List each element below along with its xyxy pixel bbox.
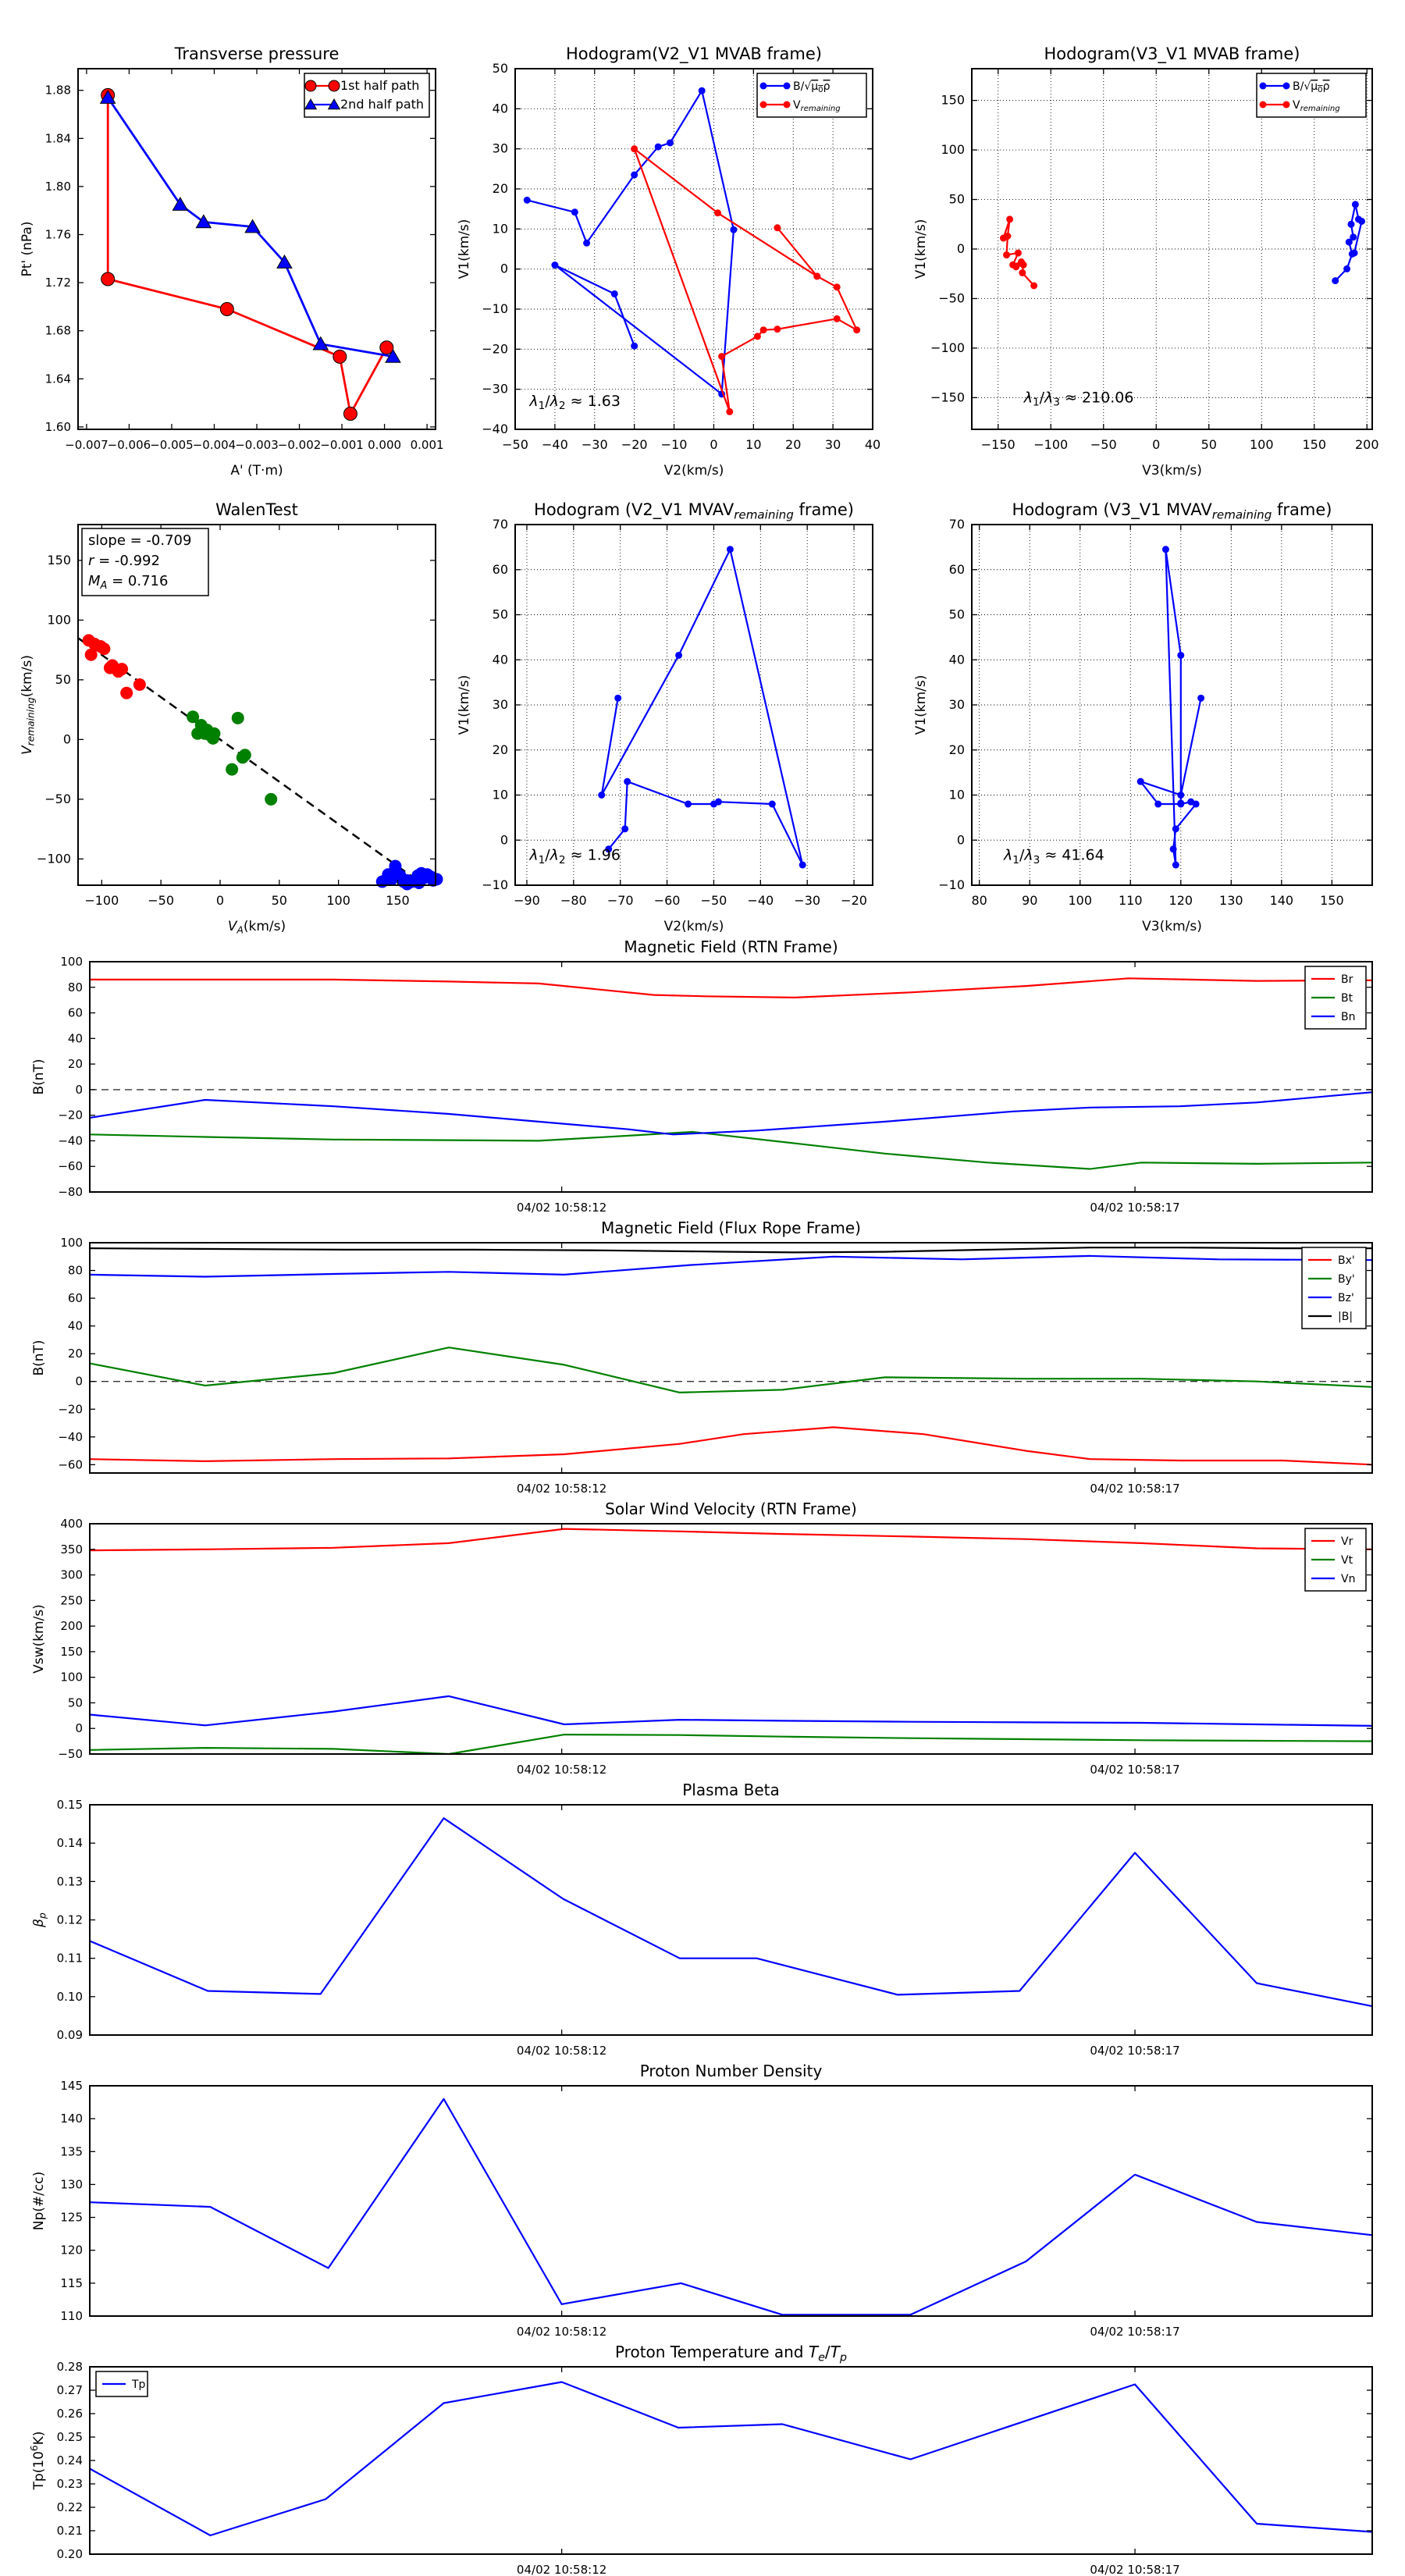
y-tick-label: 50	[55, 671, 71, 687]
y-tick-label: 0.15	[56, 1798, 83, 1812]
y-tick-label: 0.23	[56, 2477, 83, 2491]
x-tick-label: 50	[271, 893, 287, 908]
series-Tp	[90, 2382, 1372, 2536]
x-tick-label: −80	[560, 893, 587, 908]
y-tick-label: 40	[67, 1318, 83, 1333]
x-tick-label: 04/02 10:58:12	[516, 1201, 607, 1215]
y-tick-label: 300	[60, 1567, 83, 1582]
x-tick-label: 150	[386, 893, 410, 908]
x-tick-label: 04/02 10:58:12	[516, 1482, 607, 1496]
legend-label: |B|	[1338, 1311, 1353, 1323]
y-tick-label: 50	[948, 191, 965, 207]
x-tick-label: 0	[215, 893, 225, 908]
plot-title: Transverse pressure	[174, 44, 340, 63]
y-tick-label: 60	[67, 1005, 83, 1020]
x-tick-label: −30	[581, 437, 608, 452]
x-axis-label: V2(km/s)	[663, 463, 724, 479]
y-tick-label: 130	[60, 2177, 83, 2192]
x-tick-label: −100	[84, 893, 119, 908]
series-B-sqrt-mu0rho	[1140, 550, 1200, 865]
y-tick-label: −100	[930, 340, 965, 355]
series-Bx-prime	[90, 1427, 1372, 1464]
legend-label: Br	[1341, 973, 1353, 986]
legend-label: 1st half path	[340, 78, 420, 93]
hodogram-v2v1-mvav-plot	[457, 500, 873, 934]
plot-title: Proton Number Density	[639, 2062, 823, 2080]
x-tick-label: 50	[1200, 437, 1217, 452]
x-axis-label: A' (T·m)	[230, 463, 283, 479]
x-tick-label: −0.001	[320, 438, 364, 452]
lambda-annotation: $\lambda_1/\lambda_2 \approx 1.96$	[529, 846, 621, 866]
legend-label: $B/√\mu_0\rho$	[1293, 80, 1330, 95]
x-tick-label: −20	[621, 437, 648, 452]
hodogram-v3v1-mvab-plot	[913, 44, 1379, 479]
x-tick-label: 0.001	[410, 438, 444, 452]
x-tick-label: 80	[971, 893, 987, 908]
y-tick-label: 0.14	[56, 1836, 83, 1851]
y-tick-label: 0	[75, 1082, 83, 1097]
x-tick-label: 04/02 10:58:17	[1090, 2325, 1180, 2339]
y-axis-label: V1(km/s)	[913, 674, 929, 735]
y-tick-label: 1.68	[44, 323, 71, 338]
lambda-annotation: $\lambda_1/\lambda_3 \approx 210.06$	[1023, 389, 1134, 409]
plasma-beta-plot	[31, 1781, 1372, 2058]
y-tick-label: 0.22	[56, 2500, 83, 2514]
stats-line: $M_A = 0.716$	[88, 573, 169, 592]
y-tick-label: 10	[492, 221, 508, 237]
y-tick-label: 50	[492, 607, 508, 622]
x-tick-label: 100	[1249, 437, 1274, 452]
transverse-pressure-plot	[20, 44, 444, 479]
y-tick-label: 250	[60, 1593, 83, 1608]
y-tick-label: 50	[948, 607, 965, 622]
y-tick-label: 0	[75, 1721, 83, 1736]
axes-frame	[90, 1805, 1372, 2035]
x-tick-label: −150	[980, 437, 1016, 452]
hodogram-v3v1-mvav-plot	[913, 500, 1372, 934]
x-tick-label: 140	[1269, 893, 1294, 908]
y-tick-label: 100	[941, 142, 965, 158]
x-tick-label: 0	[710, 437, 718, 452]
x-tick-label: 20	[785, 437, 802, 452]
y-tick-label: 1.84	[44, 131, 71, 146]
y-tick-label: 1.76	[44, 227, 71, 242]
y-tick-label: −80	[58, 1185, 83, 1199]
plot-title: Hodogram (V2_V1 $MVAV_{remaining}$ frame)	[534, 500, 854, 522]
y-tick-label: 1.72	[44, 276, 71, 290]
x-axis-label: V3(km/s)	[1142, 919, 1202, 934]
y-tick-label: 20	[948, 742, 965, 757]
x-tick-label: −50	[1090, 437, 1117, 452]
y-tick-label: −30	[482, 381, 508, 397]
y-tick-label: 125	[60, 2210, 83, 2225]
y-axis-label: B(nT)	[31, 1340, 47, 1376]
series-Bn	[90, 1092, 1372, 1134]
y-tick-label: 80	[67, 1263, 83, 1278]
legend-label: Bx'	[1338, 1254, 1355, 1267]
y-tick-label: 100	[60, 955, 83, 969]
axes-frame	[90, 2086, 1372, 2316]
y-tick-label: 400	[60, 1517, 83, 1531]
axes-frame	[90, 1243, 1372, 1473]
y-tick-label: 1.88	[44, 83, 71, 98]
x-tick-label: 100	[326, 893, 350, 908]
y-tick-label: 0.11	[56, 1951, 83, 1966]
y-tick-label: 60	[492, 561, 508, 577]
y-axis-label: $Tp(10^6K)$	[29, 2431, 47, 2490]
x-tick-label: 40	[864, 437, 881, 452]
series-B-sqrt-mu0rho	[602, 550, 802, 865]
proton-number-density-plot	[31, 2062, 1372, 2339]
series-B-sqrt-mu0rho	[527, 91, 734, 394]
y-tick-label: 10	[492, 787, 508, 802]
y-tick-label: 0.26	[56, 2407, 83, 2421]
y-axis-label: V1(km/s)	[457, 219, 472, 279]
y-tick-label: −40	[482, 422, 508, 436]
y-tick-label: 200	[60, 1619, 83, 1634]
x-tick-label: 04/02 10:58:12	[516, 2325, 607, 2339]
y-tick-label: −60	[58, 1457, 83, 1472]
x-tick-label: 04/02 10:58:17	[1090, 2044, 1180, 2058]
y-tick-label: 10	[948, 787, 965, 802]
y-tick-label: 20	[492, 181, 508, 196]
y-tick-label: 0.27	[56, 2383, 83, 2397]
magnetic-field-flux-rope-plot	[31, 1219, 1372, 1496]
y-tick-label: 20	[492, 742, 508, 757]
x-tick-label: −0.007	[65, 438, 108, 452]
series-Vn	[90, 1696, 1372, 1726]
x-tick-label: 04/02 10:58:17	[1090, 1482, 1180, 1496]
y-tick-label: −20	[58, 1402, 83, 1417]
legend-label: Vr	[1341, 1535, 1353, 1548]
y-tick-label: 40	[492, 652, 508, 667]
x-tick-label: −0.004	[192, 438, 237, 452]
y-axis-label: $V_{remaining}(km/s)$	[20, 655, 37, 755]
legend-label: Bt	[1341, 992, 1353, 1005]
y-tick-label: 0	[62, 731, 71, 747]
y-tick-label: 135	[60, 2144, 83, 2159]
y-axis-label: Np(#/cc)	[31, 2171, 47, 2231]
y-tick-label: 0	[956, 241, 965, 256]
y-tick-label: 0	[75, 1374, 83, 1389]
series-Br	[90, 978, 1372, 998]
x-tick-label: 110	[1118, 893, 1143, 908]
axes-frame	[78, 69, 436, 429]
x-tick-label: −40	[542, 437, 568, 452]
y-tick-label: −20	[482, 341, 508, 357]
series-Bt	[90, 1132, 1372, 1169]
y-tick-label: 40	[67, 1031, 83, 1046]
legend-label: Bz'	[1338, 1292, 1354, 1304]
y-tick-label: −60	[58, 1159, 83, 1174]
y-tick-label: 80	[67, 980, 83, 994]
plot-title: Magnetic Field (Flux Rope Frame)	[601, 1219, 861, 1237]
series-fit-line	[78, 638, 422, 884]
x-tick-label: 0	[1152, 437, 1161, 452]
plot-title: Plasma Beta	[682, 1781, 780, 1799]
y-tick-label: 70	[948, 517, 965, 532]
y-tick-label: 0.21	[56, 2524, 83, 2538]
y-tick-label: 1.64	[44, 372, 71, 386]
y-tick-label: 1.60	[44, 419, 71, 434]
y-tick-label: 350	[60, 1542, 83, 1557]
x-tick-label: −50	[700, 893, 727, 908]
y-tick-label: −10	[482, 877, 508, 892]
y-tick-label: −40	[58, 1429, 83, 1444]
x-tick-label: −0.003	[235, 438, 279, 452]
plot-title: Solar Wind Velocity (RTN Frame)	[605, 1500, 857, 1518]
lambda-annotation: $\lambda_1/\lambda_3 \approx 41.64$	[1004, 846, 1104, 866]
x-tick-label: 120	[1168, 893, 1193, 908]
y-axis-label: Vsw(km/s)	[31, 1604, 47, 1674]
y-tick-label: 60	[948, 561, 965, 577]
y-axis-label: Pt' (nPa)	[20, 221, 35, 277]
legend-label: Vn	[1341, 1573, 1356, 1585]
hodogram-v2v1-mvab-plot	[457, 44, 880, 479]
y-tick-label: 0	[956, 832, 965, 848]
y-tick-label: 110	[60, 2309, 83, 2323]
x-tick-label: 130	[1219, 893, 1243, 908]
legend-label: 2nd half path	[340, 97, 425, 112]
x-tick-label: 10	[745, 437, 762, 452]
y-tick-label: 30	[492, 141, 508, 156]
y-tick-label: 50	[492, 61, 508, 76]
y-axis-label: $\beta_p$	[31, 1912, 48, 1927]
x-axis-label: $V_A(km/s)$	[227, 919, 286, 936]
y-tick-label: 50	[67, 1695, 83, 1710]
axes-frame	[90, 2367, 1372, 2554]
x-tick-label: −0.002	[277, 438, 322, 452]
x-tick-label: 04/02 10:58:12	[516, 2563, 607, 2576]
x-tick-label: −30	[794, 893, 821, 908]
axes-frame	[515, 69, 873, 429]
y-axis-label: V1(km/s)	[457, 674, 472, 735]
y-tick-label: 100	[47, 612, 71, 628]
x-tick-label: −10	[660, 437, 688, 452]
y-tick-label: 0	[500, 832, 508, 848]
y-tick-label: 30	[948, 697, 965, 712]
x-tick-label: 04/02 10:58:12	[516, 2044, 607, 2058]
y-tick-label: 30	[492, 697, 508, 712]
y-tick-label: −50	[938, 290, 965, 306]
y-tick-label: 1.80	[44, 179, 71, 194]
y-tick-label: −40	[58, 1133, 83, 1148]
lambda-annotation: $\lambda_1/\lambda_2 \approx 1.63$	[529, 392, 621, 413]
y-tick-label: 0.09	[56, 2028, 83, 2042]
x-tick-label: 04/02 10:58:17	[1090, 1201, 1180, 1215]
y-tick-label: 140	[60, 2112, 83, 2126]
y-tick-label: 0.12	[56, 1912, 83, 1927]
legend-label: $V_{remaining}$	[1293, 99, 1340, 114]
y-tick-label: 40	[948, 652, 965, 667]
x-tick-label: 90	[1022, 893, 1038, 908]
y-axis-label: V1(km/s)	[913, 219, 929, 279]
plot-title: Hodogram(V3_V1 MVAB frame)	[1044, 44, 1300, 63]
x-tick-label: 04/02 10:58:12	[516, 1763, 607, 1777]
walen-test-plot	[20, 500, 443, 936]
legend-label: $V_{remaining}$	[793, 99, 841, 114]
y-tick-label: 0.25	[56, 2430, 83, 2444]
plot-title: Hodogram(V2_V1 MVAB frame)	[566, 44, 822, 63]
legend-label: Vt	[1341, 1554, 1353, 1567]
y-tick-label: 40	[492, 101, 508, 116]
series-B-magnitude	[90, 1247, 1372, 1252]
legend-label: By'	[1338, 1273, 1355, 1286]
x-tick-label: 30	[824, 437, 841, 452]
y-tick-label: 0.10	[56, 1989, 83, 2004]
y-tick-label: 20	[67, 1347, 83, 1361]
solar-wind-velocity-plot	[31, 1500, 1372, 1777]
y-tick-label: 60	[67, 1291, 83, 1306]
y-tick-label: 150	[47, 552, 71, 568]
series-Vt	[90, 1735, 1372, 1754]
magnetic-field-rtn-plot	[31, 938, 1372, 1215]
x-tick-label: 150	[1320, 893, 1344, 908]
y-tick-label: 0.13	[56, 1874, 83, 1889]
y-tick-label: −50	[44, 791, 71, 806]
x-tick-label: 100	[1068, 893, 1093, 908]
y-tick-label: 100	[60, 1236, 83, 1250]
y-tick-label: −50	[58, 1747, 83, 1761]
plot-title: WalenTest	[215, 500, 298, 519]
y-tick-label: −10	[482, 301, 508, 316]
series-Bz-prime	[90, 1256, 1372, 1277]
x-axis-label: V2(km/s)	[663, 919, 724, 934]
legend-label: $B/√\mu_0\rho$	[793, 80, 831, 95]
y-tick-label: 70	[492, 517, 508, 532]
x-tick-label: −40	[747, 893, 774, 908]
x-tick-label: −0.006	[107, 438, 151, 452]
y-tick-label: −100	[37, 851, 71, 866]
series-V-remaining	[635, 149, 857, 412]
legend-label: Tp	[132, 2379, 146, 2391]
y-tick-label: 0.28	[56, 2360, 83, 2374]
x-tick-label: −50	[148, 893, 175, 908]
y-tick-label: 0.24	[56, 2453, 83, 2467]
y-tick-label: 115	[60, 2275, 83, 2290]
y-tick-label: 145	[60, 2079, 83, 2093]
y-tick-label: −10	[938, 877, 965, 892]
x-tick-label: 0.000	[368, 438, 402, 452]
series-Vr	[90, 1529, 1372, 1551]
y-tick-label: 150	[60, 1644, 83, 1659]
x-tick-label: 200	[1354, 437, 1379, 452]
x-tick-label: −50	[502, 437, 528, 452]
x-tick-label: −100	[1033, 437, 1069, 452]
x-tick-label: −0.005	[150, 438, 194, 452]
plot-title: Hodogram (V3_V1 $MVAV_{remaining}$ frame)	[1012, 500, 1332, 522]
stats-line: r = -0.992	[88, 553, 160, 569]
y-tick-label: 0.20	[56, 2547, 83, 2561]
x-tick-label: −20	[841, 893, 867, 908]
y-tick-label: 20	[67, 1057, 83, 1072]
series-1st-half-path	[108, 95, 386, 414]
y-tick-label: 150	[941, 92, 965, 108]
x-tick-label: 04/02 10:58:17	[1090, 1763, 1180, 1777]
plot-title: Proton Temperature and $T_e/T_p$	[614, 2343, 848, 2364]
y-tick-label: −150	[930, 390, 965, 405]
x-axis-label: V3(km/s)	[1142, 463, 1202, 479]
x-tick-label: 04/02 10:58:17	[1090, 2563, 1180, 2576]
y-tick-label: 100	[60, 1670, 83, 1685]
plot-title: Magnetic Field (RTN Frame)	[624, 938, 838, 956]
legend-label: Bn	[1341, 1011, 1356, 1023]
x-tick-label: −90	[514, 893, 540, 908]
x-tick-label: −70	[606, 893, 634, 908]
series-beta-p	[90, 1818, 1372, 2006]
series-Np	[90, 2099, 1372, 2314]
y-tick-label: 120	[60, 2243, 83, 2258]
x-tick-label: −60	[653, 893, 681, 908]
y-tick-label: 0	[500, 261, 508, 276]
proton-temperature-plot	[29, 2343, 1372, 2576]
series-By-prime	[90, 1347, 1372, 1393]
x-tick-label: 150	[1302, 437, 1327, 452]
y-tick-label: −20	[58, 1108, 83, 1123]
y-axis-label: B(nT)	[31, 1059, 47, 1095]
stats-line: slope = -0.709	[88, 532, 192, 549]
